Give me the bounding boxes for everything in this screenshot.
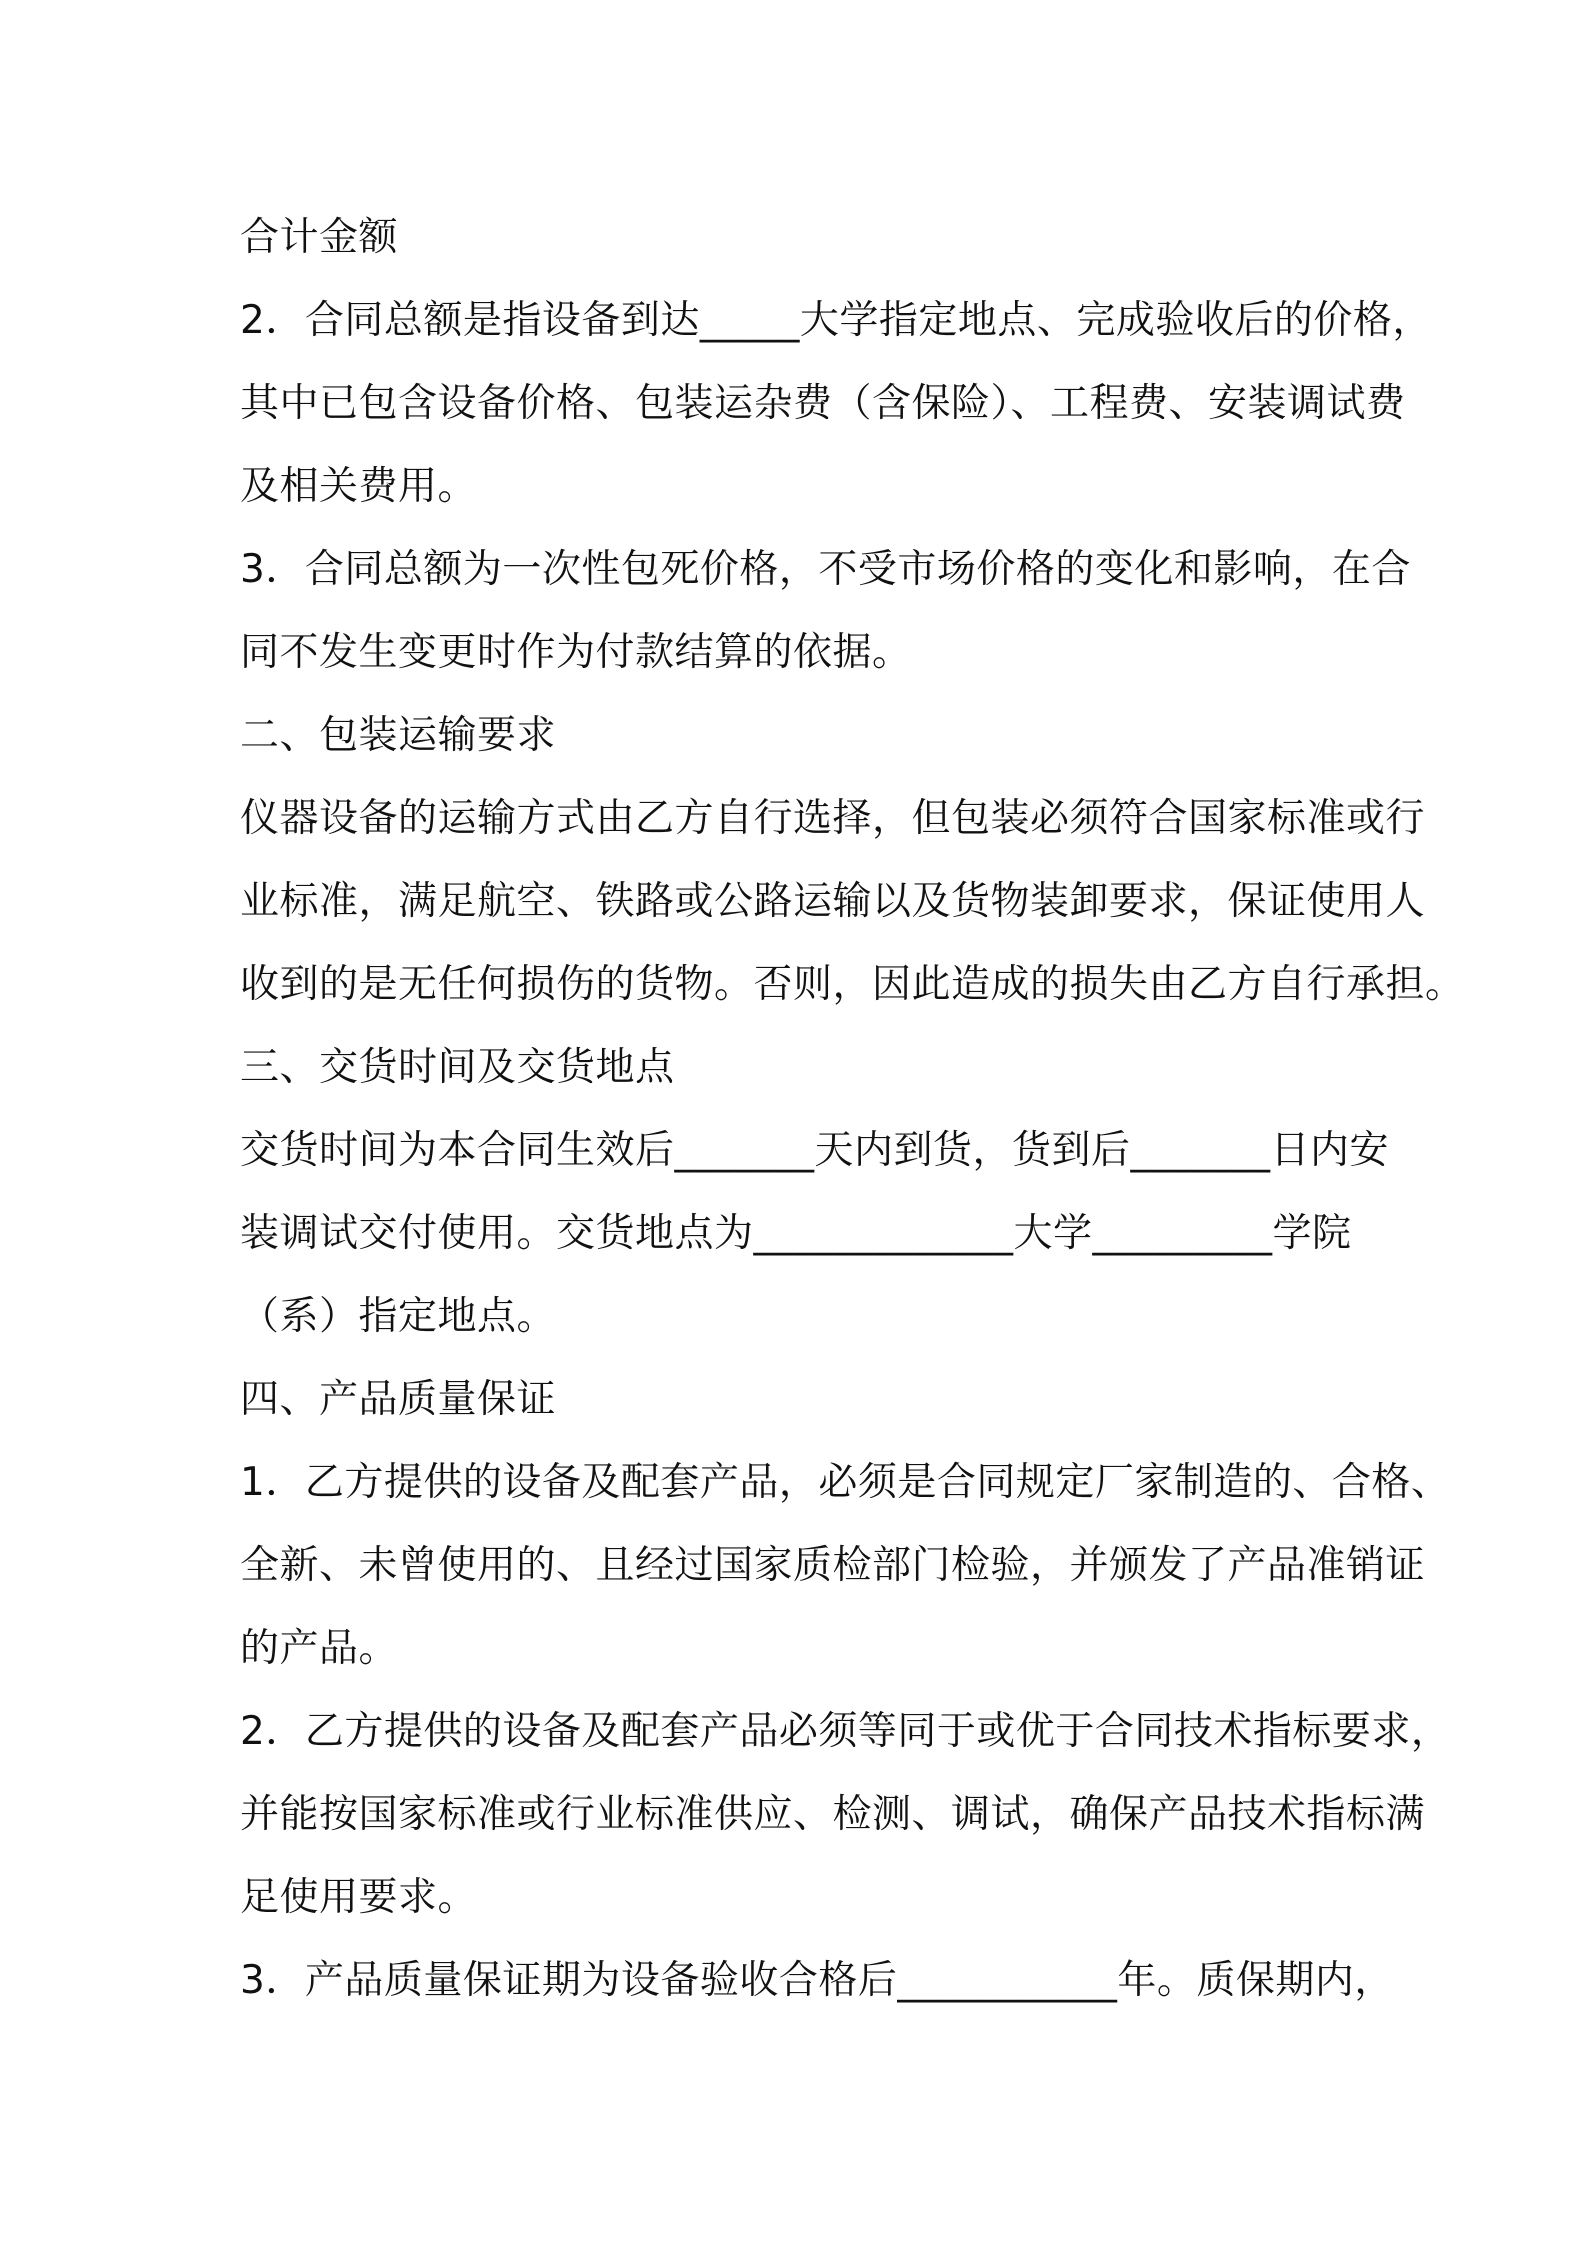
- text-line: 同不发生变更时作为付款结算的依据。: [240, 630, 912, 675]
- text-line: 2．乙方提供的设备及配套产品必须等同于或优于合同技术指标要求，: [240, 1709, 1451, 1754]
- text-line: 收到的是无任何损伤的货物。否则，因此造成的损失由乙方自行承担。: [240, 962, 1465, 1007]
- text-line: 合计金额: [240, 215, 399, 260]
- document-body: [240, 196, 1465, 2022]
- text-line: 3．合同总额为一次性包死价格，不受市场价格的变化和影响，在合: [240, 547, 1411, 592]
- section-heading: 三、交货时间及交货地点: [240, 1045, 675, 1090]
- text-line: 3．产品质量保证期为设备验收合格后___________年。质保期内，: [240, 1958, 1394, 2003]
- section-heading: 四、产品质量保证: [240, 1377, 557, 1422]
- text-line: 2．合同总额是指设备到达_____大学指定地点、完成验收后的价格，: [240, 298, 1432, 343]
- text-line: （系）指定地点。: [240, 1294, 557, 1339]
- text-line: 1．乙方提供的设备及配套产品，必须是合同规定厂家制造的、合格、: [240, 1460, 1451, 1505]
- text-line: 全新、未曾使用的、且经过国家质检部门检验，并颁发了产品准销证: [240, 1543, 1426, 1588]
- text-line: 并能按国家标准或行业标准供应、检测、调试，确保产品技术指标满: [240, 1792, 1426, 1837]
- text-line: 装调试交付使用。交货地点为_____________大学_________学院: [240, 1211, 1352, 1256]
- text-line: 及相关费用。: [240, 464, 478, 509]
- text-line: 足使用要求。: [240, 1875, 478, 1920]
- text-line: 的产品。: [240, 1626, 399, 1671]
- text-line: 业标准，满足航空、铁路或公路运输以及货物装卸要求，保证使用人: [240, 879, 1426, 924]
- text-line: 其中已包含设备价格、包装运杂费（含保险）、工程费、安装调试费: [240, 381, 1406, 426]
- text-line: 仪器设备的运输方式由乙方自行选择，但包装必须符合国家标准或行: [240, 796, 1426, 841]
- text-line: 交货时间为本合同生效后_______天内到货，货到后_______日内安: [240, 1128, 1390, 1173]
- section-heading: 二、包装运输要求: [240, 713, 557, 758]
